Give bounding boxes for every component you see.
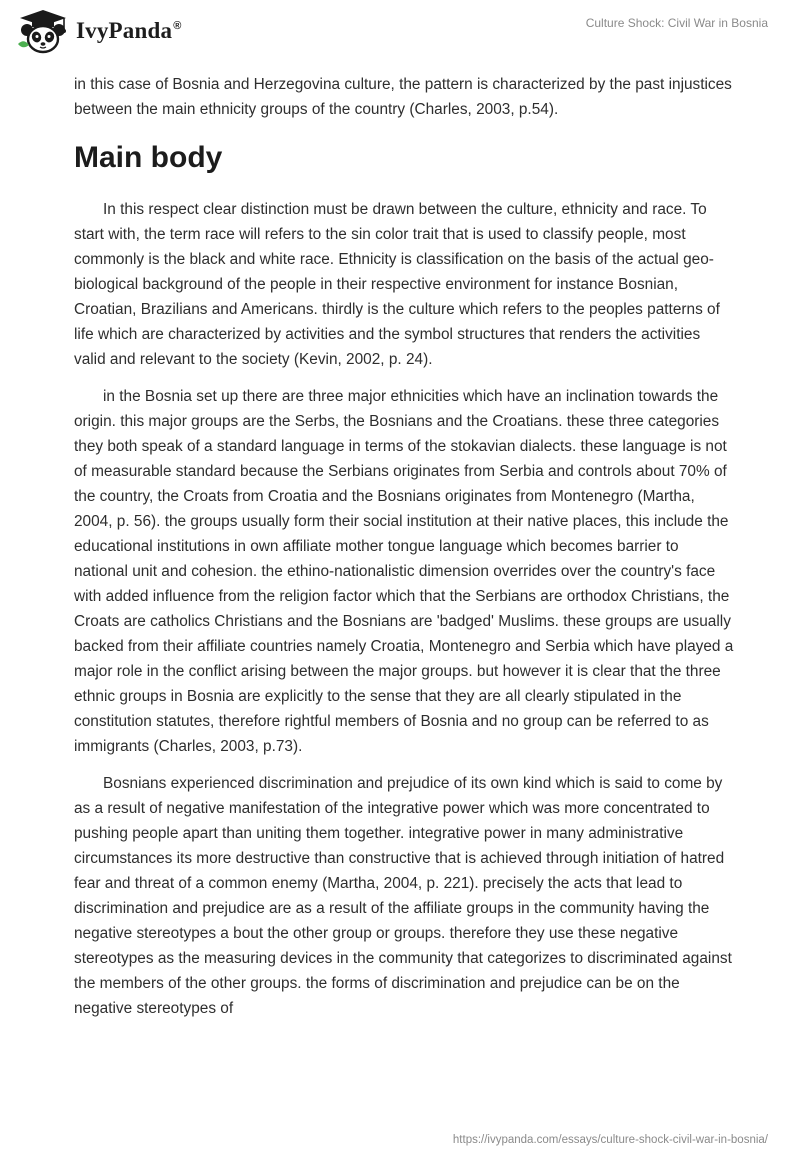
running-title: Culture Shock: Civil War in Bosnia (585, 16, 768, 30)
panda-logo-icon (14, 8, 72, 54)
page-header (0, 0, 800, 64)
body-paragraph: In this respect clear distinction must be drawn between the culture, ethnicity and race. To start with, the term race will refers to the sin color trait that is used to classify people, most commonly is the black and white race. Ethnicity is classification on the basis of the actual geo-biological background of the people in their respective environment for instance Bosnian, Croatian, Brazilians and Americans. thirdly is the culture which refers to the peoples patterns of life which are characterized by activities and the symbol structures that renders the activities valid and relevant to the society (Kevin, 2002, p. 24). (74, 201, 720, 368)
body-paragraph: Bosnians experienced discrimination and prejudice of its own kind which is said to come by as a result of negative manifestation of the integrative power which was more concentrated to pushing people apart than uniting them together. integrative power in many administrative circumstances its more destructive than constructive that is achieved through initiation of hatred fear and threat of a common enemy (Martha, 2004, p. 221). precisely the acts that lead to discrimination and prejudice are as a result of the affiliate groups in the community having the negative stereotypes a bout the other group or groups. therefore they use these negative stereotypes as the measuring devices in the community that categorizes to discriminated against the members of the other groups. the forms of discrimination and prejudice can be on the negative stereotypes of (74, 775, 732, 1017)
logo-text: IvyPanda® (76, 18, 182, 43)
intro-paragraph: in this case of Bosnia and Herzegovina culture, the pattern is characterized by the past injustices between the main ethnicity groups of the country (Charles, 2003, p.54). (74, 76, 732, 118)
essay-content (74, 72, 734, 1033)
source-url[interactable]: https://ivypanda.com/essays/culture-shock-civil-war-in-bosnia/ (452, 1134, 768, 1146)
section-heading: Main body (74, 141, 223, 174)
logo[interactable] (14, 8, 182, 54)
body-paragraph: in the Bosnia set up there are three major ethnicities which have an inclination towards the origin. this major groups are the Serbs, the Bosnians and the Croatians. these three categories they both speak of a standard language in terms of the stokavian dialects. these language is not of measurable standard because the Serbians originates from Serbia and controls about 70% of the country, the Croats from Croatia and the Bosnians originates from Montenegro (Martha, 2004, p. 56). the groups usually form their social institution at their native places, this include the educational institutions in own affiliate mother tongue language which becomes barrier to national unit and cohesion. the ethino-nationalistic dimension overrides over the country's face with added influence from the religion factor which that the Serbians are orthodox Christians, the Croats are catholics Christians and the Bosnians are 'badged' Muslims. these groups are usually backed from their affiliate countries namely Croatia, Montenegro and Serbia which have played a major role in the conflict arising between the major groups. but however it is clear that the three ethnic groups in Bosnia are explicitly to the sense that they are all clearly stipulated in the constitution statutes, therefore rightful members of Bosnia and no group can be referred to as immigrants (Charles, 2003, p.73). (74, 388, 734, 755)
